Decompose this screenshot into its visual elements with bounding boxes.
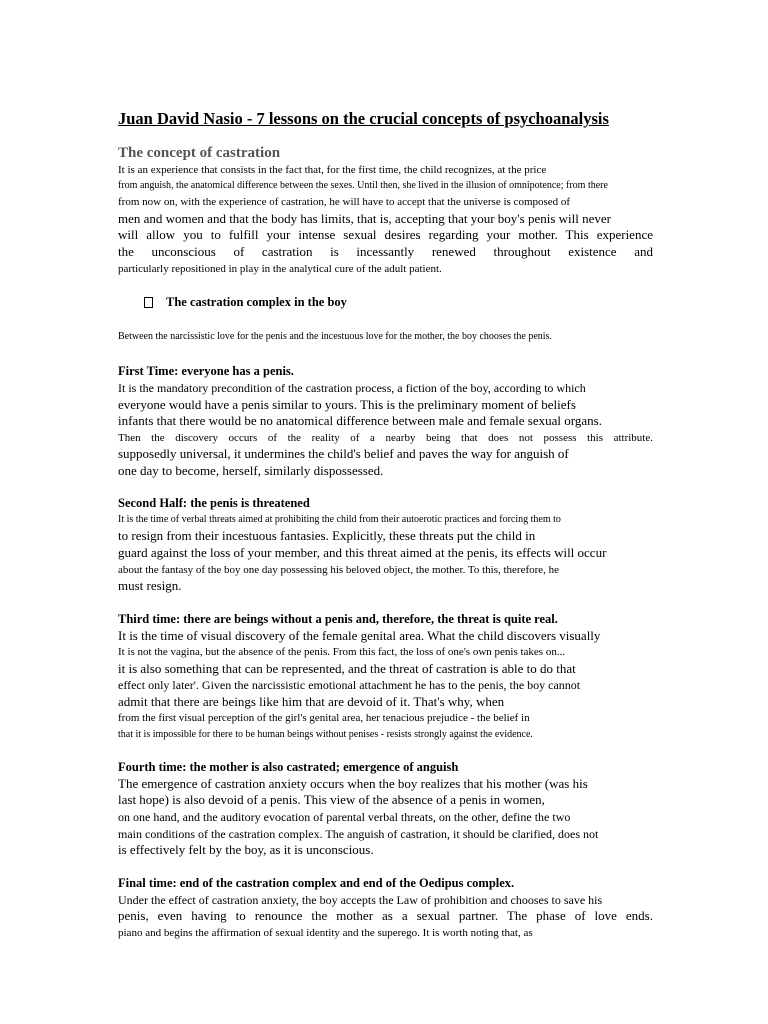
paragraph-line: on one hand, and the auditory evocation of parental verbal threats, on the other, define the two <box>118 809 571 824</box>
time5-heading: Final time: end of the castration complex and end of the Oedipus complex. <box>118 875 515 890</box>
time1-block <box>118 363 653 479</box>
paragraph-line: piano and begins the affirmation of sexual identity and the superego. It is worth noting that, as <box>118 926 533 939</box>
paragraph-line: the unconscious of castration is incessantly renewed throughout existence and <box>118 244 653 259</box>
paragraph-line: it is also something that can be represented, and the threat of castration is able to do that <box>118 660 576 676</box>
paragraph-line: one day to become, herself, similarly dispossessed. <box>118 462 384 478</box>
time1-heading: First Time: everyone has a penis. <box>118 364 294 378</box>
paragraph-line: It is not the vagina, but the absence of the penis. From this fact, the loss of one's own penis takes on... <box>118 646 566 659</box>
paragraph-line: It is the time of visual discovery of the female genital area. What the child discovers visually <box>118 627 601 643</box>
bullet-box-icon <box>144 297 153 308</box>
paragraph-line: admit that there are beings like him that are devoid of it. That's why, when <box>118 693 505 709</box>
paragraph-line: infants that there would be no anatomical difference between male and female sexual organs. <box>118 413 602 429</box>
paragraph-line: to resign from their incestuous fantasies. Explicitly, these threats put the child in <box>118 528 536 544</box>
bullet-heading: The castration complex in the boy <box>166 295 347 309</box>
document-title: Juan David Nasio - 7 lessons on the crucial concepts of psychoanalysis <box>118 109 609 128</box>
paragraph-line: from anguish, the anatomical difference between the sexes. Until then, she lived in the illusion of omnipotence; from there <box>118 180 608 192</box>
paragraph-line: about the fantasy of the boy one day possessing his beloved object, the mother. To this, therefore, he <box>118 563 560 576</box>
paragraph-line: last hope) is also devoid of a penis. This view of the absence of a penis in women, <box>118 792 545 808</box>
paragraph-line: The emergence of castration anxiety occurs when the boy realizes that his mother (was his <box>118 775 588 791</box>
paragraph-line: guard against the loss of your member, and this threat aimed at the penis, its effects will occur <box>118 544 607 560</box>
paragraph-line: It is the time of verbal threats aimed at prohibiting the child from their autoerotic practices and forcing them to <box>118 514 561 526</box>
paragraph-line: effect only later'. Given the narcissistic emotional attachment he has to the penis, the boy cannot <box>118 678 581 693</box>
time3-heading: Third time: there are beings without a penis and, therefore, the threat is quite real. <box>118 611 558 626</box>
paragraph-line: is effectively felt by the boy, as it is unconscious. <box>118 842 374 858</box>
paragraph-line: that it is impossible for there to be human beings without penises - resists strongly against the evidence. <box>118 728 533 740</box>
paragraph-line: particularly repositioned in play in the analytical cure of the adult patient. <box>118 262 442 275</box>
paragraph-line: everyone would have a penis similar to yours. This is the preliminary moment of beliefs <box>118 396 576 412</box>
time3-block <box>118 611 653 743</box>
paragraph-line: main conditions of the castration complex. The anguish of castration, it should be clarified, does not <box>118 826 599 841</box>
time4-block <box>118 759 653 859</box>
bullet-heading-row <box>144 293 653 311</box>
time2-block <box>118 495 653 594</box>
paragraph-line: men and women and that the body has limits, that is, accepting that your boy's penis will never <box>118 210 611 226</box>
paragraph-line: from the first visual perception of the girl's genital area, her tenacious prejudice - the belief in <box>118 712 530 725</box>
time4-heading: Fourth time: the mother is also castrated; emergence of anguish <box>118 759 459 774</box>
paragraph-line: It is an experience that consists in the fact that, for the first time, the child recognizes, at the price <box>118 164 547 176</box>
section-heading: The concept of castration <box>118 145 281 161</box>
paragraph-line: will allow you to fulfill your intense sexual desires regarding your mother. This experience <box>118 227 653 243</box>
paragraph-line: Then the discovery occurs of the reality of a nearby being that does not possess this attribute. <box>118 431 653 444</box>
intro-line: Between the narcissistic love for the penis and the incestuous love for the mother, the boy chooses the penis. <box>118 331 552 342</box>
section-paragraph <box>118 162 653 277</box>
time5-block <box>118 875 653 942</box>
paragraph-line: It is the mandatory precondition of the castration process, a fiction of the boy, according to which <box>118 381 586 395</box>
paragraph-line: from now on, with the experience of castration, he will have to accept that the universe is composed of <box>118 196 571 209</box>
paragraph-line: supposedly universal, it undermines the child's belief and paves the way for anguish of <box>118 446 569 462</box>
paragraph-line: must resign. <box>118 577 182 593</box>
time2-heading: Second Half: the penis is threatened <box>118 496 310 511</box>
paragraph-line: Under the effect of castration anxiety, the boy accepts the Law of prohibition and chooses to save his <box>118 892 603 907</box>
document-page <box>118 108 653 941</box>
paragraph-line: penis, even having to renounce the mother as a sexual partner. The phase of love ends. <box>118 908 653 924</box>
